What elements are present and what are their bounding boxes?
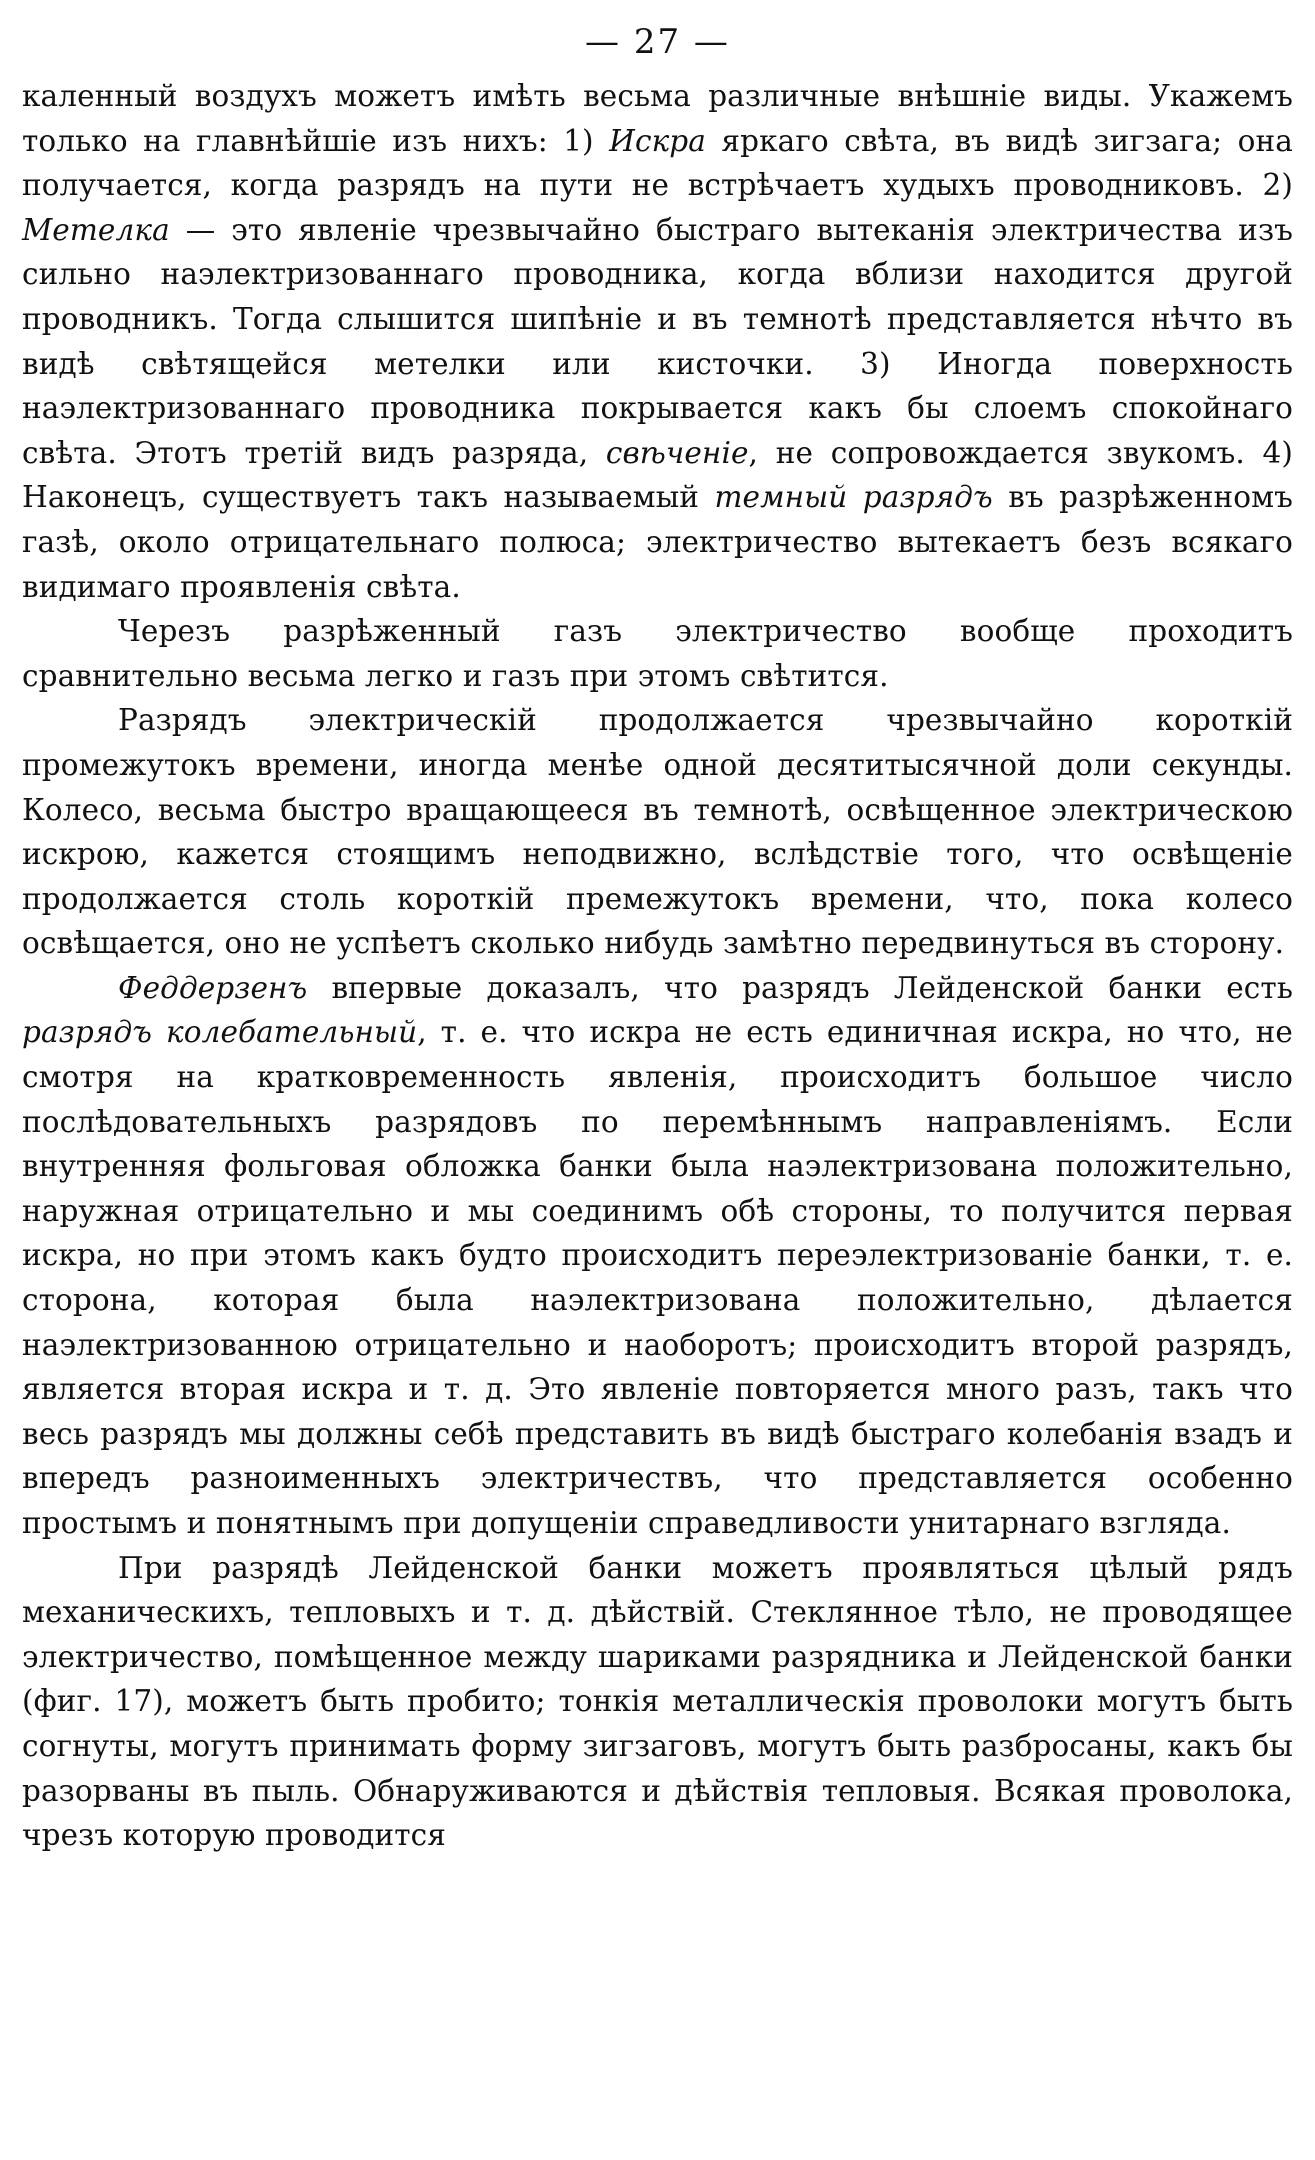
text-run: — это явленіе чрезвычайно быстраго вытеканія электричества изъ сильно наэлектризованнаго проводника, когда вблизи находится другой проводникъ. Тогда слышится шипѣніе и въ темнотѣ представляется нѣчто въ видѣ свѣтящейся метелки или кисточки. 3) Иногда поверхность наэлектризованнаго проводника покрывается какъ бы слоемъ спокойнаго свѣта. Этотъ третій видъ разряда, — [22, 212, 1293, 470]
paragraph — [22, 966, 1293, 1546]
text-run: яркаго свѣта, въ видѣ зигзага; она получается, когда разрядъ на пути не встрѣчаетъ худыхъ проводниковъ. 2) — [22, 123, 1293, 203]
body-text — [22, 74, 1293, 1858]
emphasized-term: свѣченіе — [605, 435, 749, 470]
paragraph — [22, 74, 1293, 609]
text-run: , не сопровождается звукомъ. 4) Наконецъ, существуетъ такъ называемый — [22, 435, 1293, 515]
text-run: каленный воздухъ можетъ имѣть весьма различные внѣшніе виды. Укажемъ только на главнѣйшіе изъ нихъ: 1) — [22, 79, 1293, 158]
text-run: Черезъ разрѣженный газъ электричество вообще проходитъ сравнительно весьма легко и газъ при этомъ свѣтится. — [22, 614, 1293, 693]
paragraph — [22, 698, 1293, 966]
paragraph — [22, 609, 1293, 698]
text-run: Разрядъ электрическій продолжается чрезвычайно короткій промежутокъ времени, иногда менѣе одной десятитысячной доли секунды. Колесо, весьма быстро вращающееся въ темнотѣ, освѣщенное электрическою искрою, кажется стоящимъ неподвижно, вслѣдствіе того, что освѣщеніе продолжается столь короткій премежутокъ времени, что, пока колесо освѣщается, оно не успѣетъ сколько нибудь замѣтно передвинуться въ сторону. — [22, 703, 1293, 961]
emphasized-term: Метелка — [22, 212, 170, 247]
text-run: , т. е. что искра не есть единичная искра, но что, не смотря на кратковременность явленія, происходитъ большое число послѣдовательныхъ разрядовъ по перемѣннымъ направленіямъ. Если внутренняя фольговая обложка банки была наэлектризована положительно, наружная отрицательно и мы соединимъ обѣ стороны, то получится первая искра, но при этомъ какъ будто происходитъ переэлектризованіе банки, т. е. сторона, которая была наэлектризована положительно, дѣлается наэлектризованною отрицательно и наоборотъ; происходитъ второй разрядъ, является вторая искра и т. д. Это явленіе повторяется много разъ, такъ что весь разрядъ мы должны себѣ представить въ видѣ быстраго колебанія взадъ и впередъ разноименныхъ электричествъ, что представляется особенно простымъ и понятнымъ при допущеніи справедливости унитарнаго взгляда. — [22, 1015, 1293, 1540]
emphasized-term: Феддерзенъ — [118, 970, 308, 1005]
emphasized-term: Искра — [609, 123, 706, 158]
emphasized-term: темный разрядъ — [714, 480, 993, 515]
emphasized-term: разрядъ колебательный — [22, 1015, 418, 1050]
text-run: въ разрѣженномъ газѣ, около отрицательнаго полюса; электричество вытекаетъ безъ всякаго видимаго проявленія свѣта. — [22, 480, 1293, 604]
text-run: При разрядѣ Лейденской банки можетъ проявляться цѣлый рядъ механическихъ, тепловыхъ и т. д. дѣйствій. Стеклянное тѣло, не проводящее электричество, помѣщенное между шариками разрядника и Лейденской банки (фиг. 17), можетъ быть пробито; тонкія металлическія проволоки могутъ быть согнуты, могутъ принимать форму зигзаговъ, могутъ быть разбросаны, какъ бы разорваны въ пыль. Обнаруживаются и дѣйствія тепловыя. Всякая проволока, чрезъ которую проводится — [22, 1550, 1293, 1853]
paragraph — [22, 1546, 1293, 1858]
page-number: — 27 — — [585, 22, 730, 62]
text-run: впервые доказалъ, что разрядъ Лейденской банки есть — [307, 970, 1293, 1005]
